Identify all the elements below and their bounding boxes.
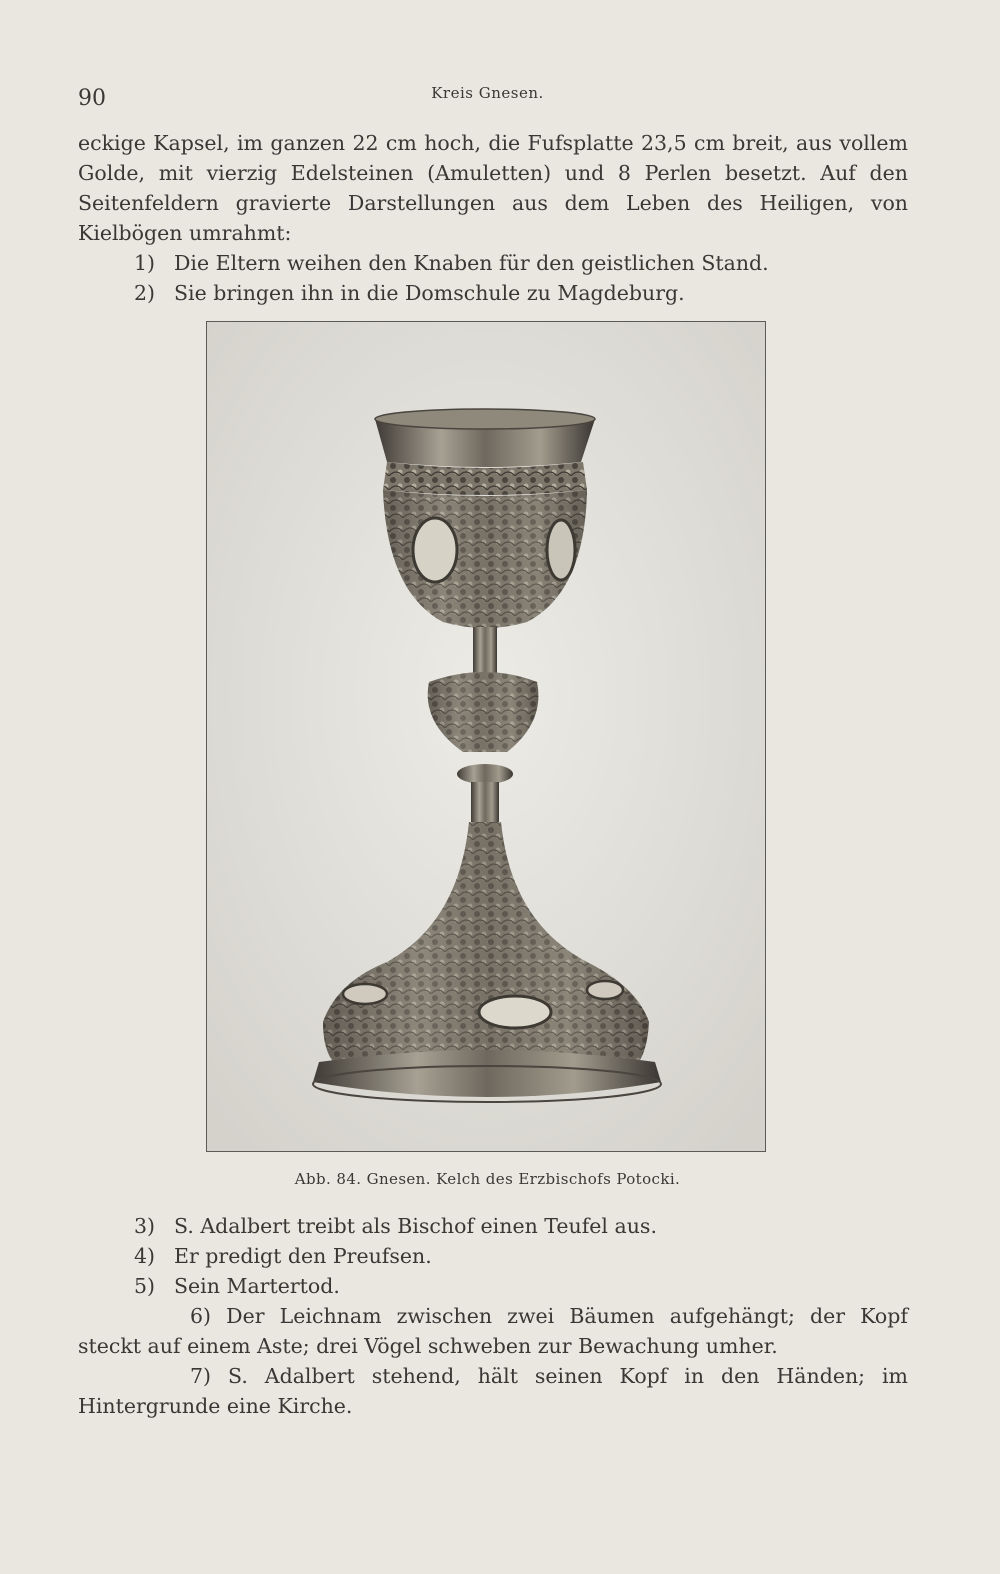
list-number: 7) <box>190 1364 212 1388</box>
list-item-2 <box>78 278 908 308</box>
list-item-6 <box>78 1301 908 1361</box>
foot-medallion <box>479 996 551 1028</box>
list-text: Die Eltern weihen den Knaben für den geistlichen Stand. <box>174 251 769 275</box>
list-text: S. Adalbert stehend, hält seinen Kopf in den Händen; im Hintergrunde eine Kirche. <box>78 1364 908 1418</box>
list-text: Er predigt den Preufsen. <box>174 1244 432 1268</box>
list-item-7 <box>78 1361 908 1421</box>
page-number: 90 <box>78 86 106 111</box>
list-item-1 <box>78 248 908 278</box>
cup-medallion <box>413 518 457 582</box>
intro-paragraph: eckige Kapsel, im ganzen 22 cm hoch, die Fufsplatte 23,5 cm breit, aus vollem Golde, mit vierzig Edelsteinen (Amuletten) und 8 Perlen besetzt. Auf den Seitenfeldern gravierte Darstellungen aus dem Leben des Heiligen, von Kielbögen umrahmt: <box>78 131 908 245</box>
foot-medallion <box>343 984 387 1004</box>
list-number: 1) <box>134 251 156 275</box>
list-item-3 <box>78 1211 908 1241</box>
list-text: Sie bringen ihn in die Domschule zu Magdeburg. <box>174 281 685 305</box>
intro-text-block <box>78 128 908 308</box>
cup-medallion <box>547 520 575 580</box>
list-bottom-block <box>78 1211 908 1421</box>
chalice-photo <box>207 322 765 1151</box>
running-head: Kreis Gnesen. <box>431 84 544 102</box>
list-number: 4) <box>134 1244 156 1268</box>
figure-caption: Abb. 84. Gnesen. Kelch des Erzbischofs Potocki. <box>294 1170 681 1188</box>
foot-medallion <box>587 981 623 999</box>
list-text: Sein Martertod. <box>174 1274 340 1298</box>
list-text: S. Adalbert treibt als Bischof einen Teufel aus. <box>174 1214 657 1238</box>
list-item-4 <box>78 1241 908 1271</box>
list-number: 2) <box>134 281 156 305</box>
list-number: 6) <box>190 1304 212 1328</box>
list-number: 3) <box>134 1214 156 1238</box>
chalice-figure <box>206 321 766 1152</box>
list-text: Der Leichnam zwischen zwei Bäumen aufgehängt; der Kopf steckt auf einem Aste; drei Vögel schweben zur Bewachung umher. <box>78 1304 908 1358</box>
list-item-5 <box>78 1271 908 1301</box>
list-number: 5) <box>134 1274 156 1298</box>
